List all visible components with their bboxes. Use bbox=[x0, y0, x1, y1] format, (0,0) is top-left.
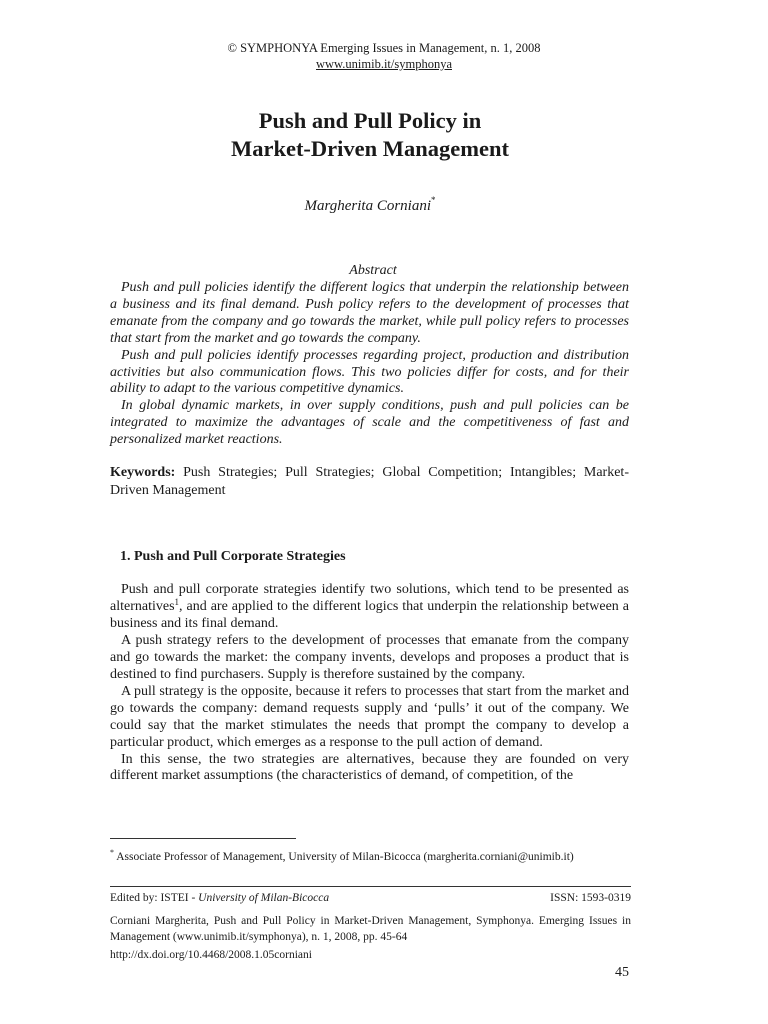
keywords-label: Keywords: bbox=[110, 465, 176, 480]
section-heading: 1. Push and Pull Corporate Strategies bbox=[120, 549, 346, 564]
page-number: 45 bbox=[615, 965, 629, 980]
footnote-mark: * bbox=[110, 848, 114, 857]
abstract-body bbox=[110, 280, 629, 449]
issn: ISSN: 1593-0319 bbox=[550, 892, 631, 904]
body-paragraph: In this sense, the two strategies are alternatives, because they are founded on very different market assumptions (the characteristics of demand, of competition, of the bbox=[110, 751, 629, 784]
footnote-ref[interactable]: 1 bbox=[174, 596, 180, 607]
abstract-paragraph: Push and pull policies identify the different logics that underpin the relationship between a business and its final demand. Push policy refers to the development of processes that emanate from the company and go towards the market, while pull policy refers to processes that start from the market and go towards the company. bbox=[110, 280, 629, 346]
author-footnote bbox=[110, 849, 629, 865]
abstract-paragraph: Push and pull policies identify processes regarding project, production and distribution activities but also communication flows. This two policies differ for costs, and for their ability to adapt to the various competitive dynamics. bbox=[110, 347, 629, 397]
journal-url-line bbox=[0, 57, 768, 72]
author-footnote-mark: * bbox=[431, 195, 436, 205]
keywords-text: Push Strategies; Pull Strategies; Global Competition; Intangibles; Market-Driven Management bbox=[110, 465, 629, 498]
author-name: Margherita Corniani bbox=[304, 198, 432, 214]
paper-title bbox=[0, 107, 740, 163]
body-paragraph: A push strategy refers to the development of processes that emanate from the company and go towards the market: the company invents, develops and proposes a product that is destined to find purchasers. Supply is therefore sustained by the company. bbox=[110, 632, 629, 682]
journal-url-link[interactable]: www.unimib.it/symphonya bbox=[316, 57, 452, 71]
edited-prefix: Edited by: ISTEI - bbox=[110, 892, 199, 904]
doi-link[interactable]: http://dx.doi.org/10.4468/2008.1.05corniani bbox=[110, 949, 312, 961]
title-line-2: Market-Driven Management bbox=[230, 136, 510, 161]
abstract-paragraph: In global dynamic markets, in over supply conditions, push and pull policies can be integrated to maximize the advantages of scale and the competitiveness of fast and personalized market reactions. bbox=[110, 398, 629, 448]
citation: Corniani Margherita, Push and Pull Policy in Market-Driven Management, Symphonya. Emerging Issues in Management (www.unimib.it/symphonya), n. 1, 2008, pp. 45-64 bbox=[110, 915, 631, 943]
keywords bbox=[110, 464, 629, 500]
body-paragraph: A pull strategy is the opposite, because it refers to processes that start from the market and go towards the company: demand requests supply and ‘pulls’ it out of the company. We could say that the market stimulates the needs that prompt the company to develop a particular product, which emerges as a response to the pull action of demand. bbox=[110, 683, 629, 750]
edited-org: University of Milan-Bicocca bbox=[198, 892, 330, 904]
journal-copyright: © SYMPHONYA Emerging Issues in Management, n. 1, 2008 bbox=[227, 41, 541, 55]
footnote-text: Associate Professor of Management, University of Milan-Bicocca (margherita.corniani@unimib.it) bbox=[116, 851, 574, 863]
edited-by bbox=[110, 892, 329, 904]
body-paragraph bbox=[110, 582, 629, 633]
body-text-1b: , and are applied to the different logics that underpin the relationship between a business and its final demand. bbox=[110, 598, 629, 631]
section-body bbox=[110, 582, 629, 785]
title-line-1: Push and Pull Policy in bbox=[258, 108, 482, 133]
footer-divider bbox=[110, 886, 631, 887]
footnote-divider bbox=[110, 838, 296, 839]
author-line bbox=[0, 195, 740, 215]
body-text-1a: Push and pull corporate strategies identify two solutions, which tend to be presented as alternatives bbox=[110, 582, 629, 614]
abstract-heading: Abstract bbox=[349, 263, 397, 278]
